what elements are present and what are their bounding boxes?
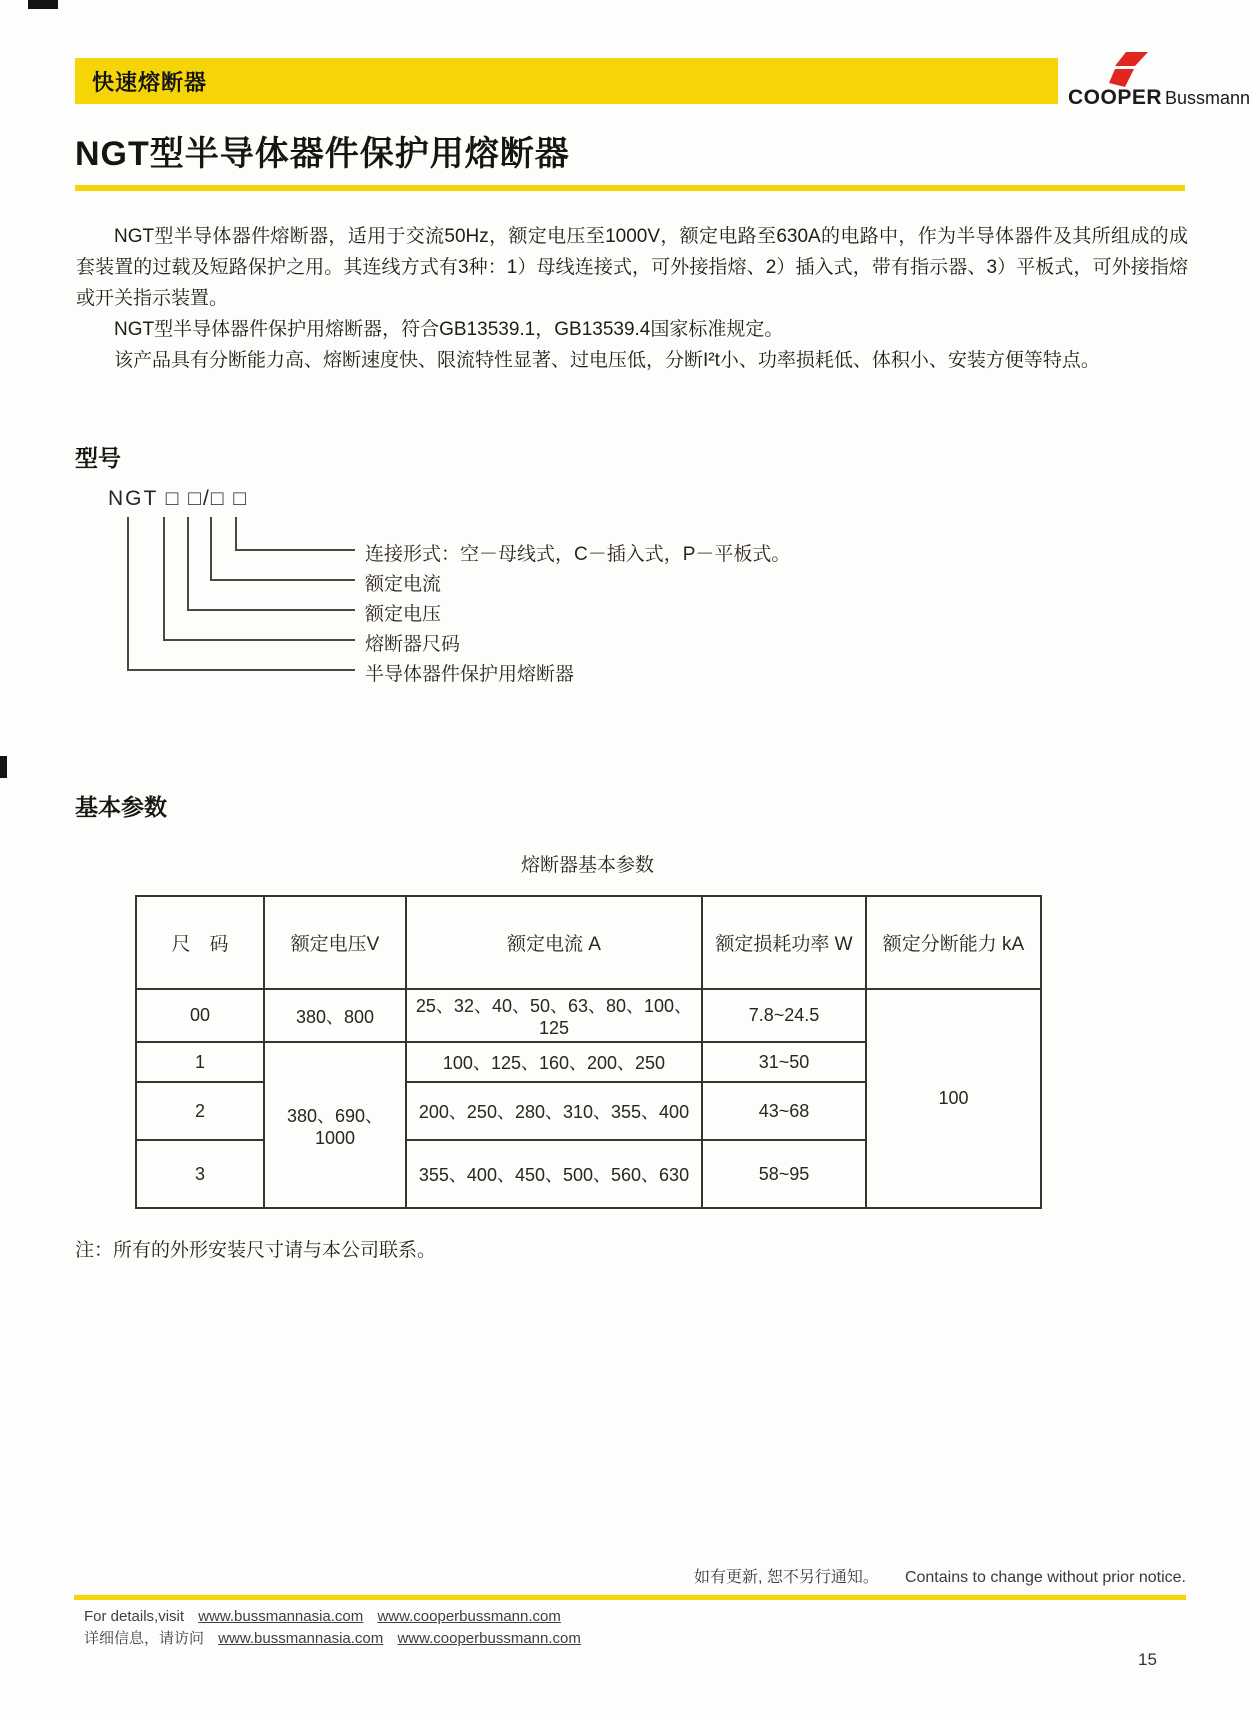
params-section-heading: 基本参数 [75, 794, 167, 820]
header-rated-current: 额定电流 A [406, 896, 702, 989]
diagram-label-rated-current: 额定电流 [365, 574, 442, 595]
power-cell: 58~95 [702, 1140, 866, 1208]
brand-cooper-text: COOPER [1068, 86, 1163, 109]
current-cell: 355、400、450、500、560、630 [406, 1140, 702, 1208]
crop-mark-top-left [28, 0, 58, 9]
crop-mark-left-edge [0, 756, 7, 778]
size-cell: 1 [136, 1042, 264, 1082]
link-cooperbussmann[interactable]: www.cooperbussmann.com [377, 1608, 561, 1625]
brand-bussmann-text: Bussmann [1165, 88, 1251, 108]
size-cell: 00 [136, 989, 264, 1042]
footer-links-prefix-cn: 详细信息，请访问 [84, 1630, 205, 1647]
link-bussmannasia[interactable]: www.bussmannasia.com [198, 1608, 364, 1625]
size-cell: 3 [136, 1140, 264, 1208]
power-cell: 31~50 [702, 1042, 866, 1082]
cooper-flag-icon [1108, 52, 1200, 88]
change-notice-cn: 如有更新, 恕不另行通知。 [694, 1569, 879, 1586]
change-notice-en: Contains to change without prior notice. [904, 1569, 1186, 1586]
model-code-diagram [75, 487, 1258, 715]
footer-yellow-rule [74, 1595, 1186, 1600]
diagram-label-rated-voltage: 额定电压 [365, 604, 442, 625]
intro-text [76, 221, 1188, 376]
parameters-table [135, 895, 1042, 1209]
brand-wordmark [1068, 86, 1251, 110]
connector-line [127, 517, 355, 671]
header-power-loss: 额定损耗功率 W [702, 896, 866, 989]
table-caption: 熔断器基本参数 [520, 855, 654, 876]
current-cell: 100、125、160、200、250 [406, 1042, 702, 1082]
table-note: 注：所有的外形安装尺寸请与本公司联系。 [75, 1240, 437, 1261]
voltage-cell: 380、800 [264, 989, 406, 1042]
footer-links-prefix-en: For details,visit [84, 1608, 185, 1625]
header-rated-voltage: 额定电压V [264, 896, 406, 989]
intro-paragraph-2: NGT型半导体器件保护用熔断器，符合GB13539.1，GB13539.4国家标准规定。 [114, 319, 784, 340]
category-banner-label: 快速熔断器 [92, 69, 208, 95]
link-bussmannasia[interactable]: www.bussmannasia.com [218, 1630, 384, 1647]
diagram-label-fuse-size: 熔断器尺码 [365, 634, 461, 655]
page-number: 15 [1138, 1650, 1157, 1669]
diagram-label-connection-type: 连接形式：空－母线式，C－插入式，P－平板式。 [365, 544, 791, 565]
page-title: NGT型半导体器件保护用熔断器 [75, 135, 570, 173]
footer-links-line-en [84, 1606, 581, 1628]
change-notice [694, 1564, 1186, 1587]
link-cooperbussmann[interactable]: www.cooperbussmann.com [397, 1630, 581, 1647]
model-section-heading: 型号 [75, 445, 121, 471]
header-breaking-capacity: 额定分断能力 kA [866, 896, 1041, 989]
page-header [0, 0, 1258, 110]
size-cell: 2 [136, 1082, 264, 1140]
current-cell: 25、32、40、50、63、80、100、125 [406, 989, 702, 1042]
power-cell: 43~68 [702, 1082, 866, 1140]
table-header-row [136, 896, 1041, 989]
power-cell: 7.8~24.5 [702, 989, 866, 1042]
table-row [136, 989, 1041, 1042]
footer-links-line-cn [84, 1628, 581, 1650]
current-cell: 200、250、280、310、355、400 [406, 1082, 702, 1140]
model-code: NGT □ □/□ □ [108, 487, 249, 510]
title-underline [75, 185, 1185, 191]
intro-paragraph-3: 该产品具有分断能力高、熔断速度快、限流特性显著、过电压低，分断I²t小、功率损耗低、体积小、安装方便等特点。 [114, 350, 1100, 371]
brand-logo [1068, 52, 1251, 110]
breaking-capacity-cell: 100 [866, 989, 1041, 1208]
header-size: 尺 码 [136, 896, 264, 989]
diagram-label-fuse-type: 半导体器件保护用熔断器 [365, 664, 575, 685]
category-banner [75, 58, 1058, 104]
intro-paragraph-1: NGT型半导体器件熔断器，适用于交流50Hz，额定电压至1000V，额定电路至630A的电路中，作为半导体器件及其所组成的成套装置的过载及短路保护之用。其连线方式有3种：1）母线连接式，可外接指熔、2）插入式，带有指示器、3）平板式，可外接指熔或开关指示装置。 [76, 226, 1188, 309]
voltage-merged-cell: 380、690、1000 [264, 1042, 406, 1208]
footer-links [84, 1606, 581, 1650]
